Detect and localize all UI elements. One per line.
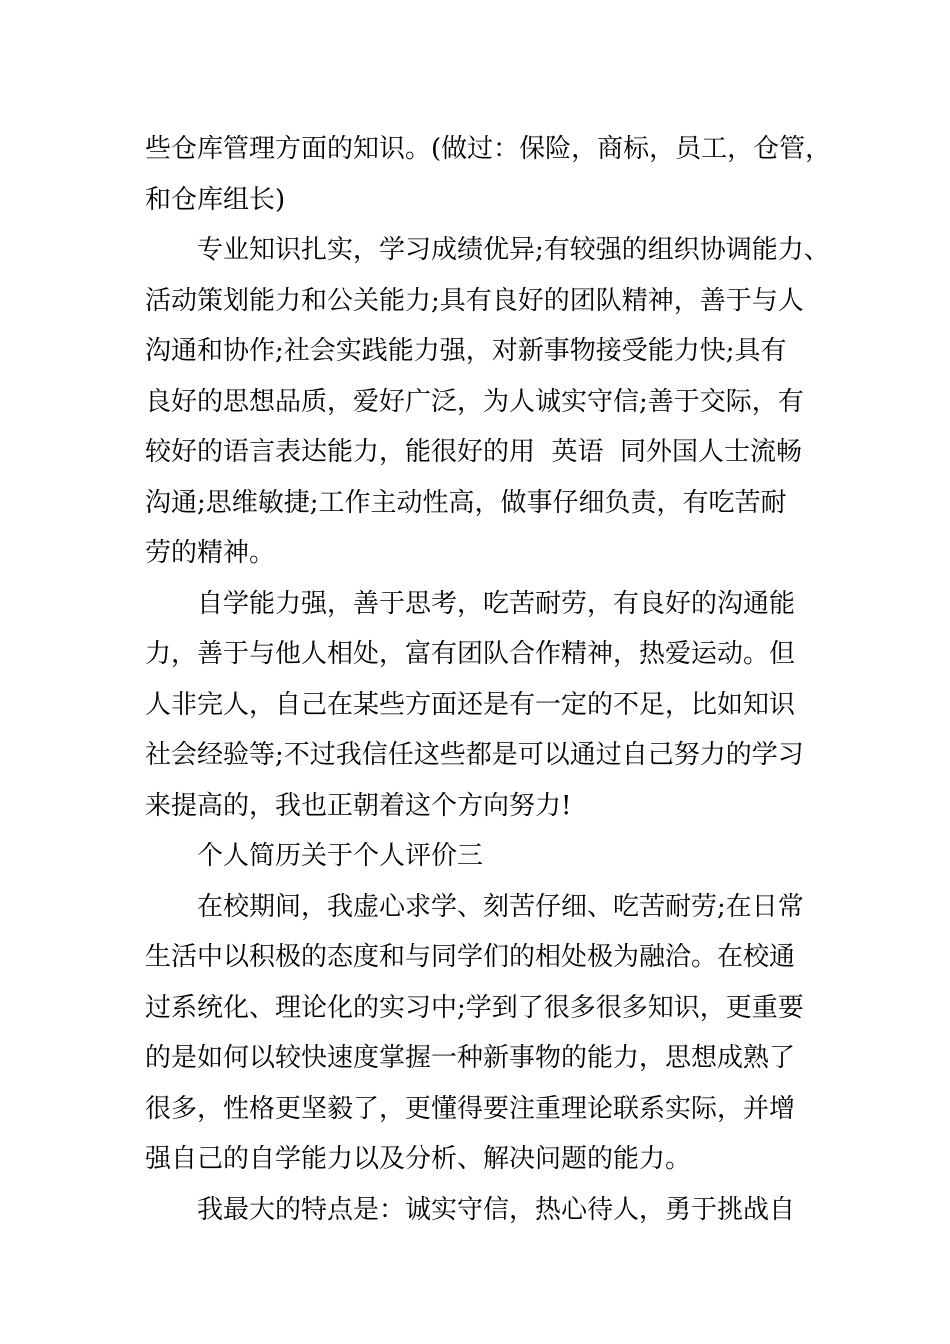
text-line: 专业知识扎实，学习成绩优异;有较强的组织协调能力、 [197, 235, 830, 265]
text-line: 活动策划能力和公关能力;具有良好的团队精神，善于与人 [145, 285, 804, 316]
text-line: 沟通和协作;社会实践能力强，对新事物接受能力快;具有 [145, 336, 787, 366]
text-line: 社会经验等;不过我信任这些都是可以通过自己努力的学习 [145, 740, 804, 770]
paragraph-5 [145, 1185, 825, 1236]
paragraph-1 [145, 124, 832, 225]
text-line: 人非完人，自己在某些方面还是有一定的不足，比如知识 [145, 689, 796, 720]
text-line: 过系统化、理论化的实习中;学到了很多很多知识，更重要 [145, 992, 804, 1023]
text-line: 较好的语言表达能力，能很好的用 英语 同外国人士流畅 [145, 437, 803, 467]
paragraph-2 [145, 225, 830, 579]
section-heading [145, 831, 825, 882]
text-line: 自学能力强，善于思考，吃苦耐劳，有良好的沟通能 [197, 588, 796, 619]
text-line: 沟通;思维敏捷;工作主动性高，做事仔细负责，有吃苦耐 [145, 487, 787, 518]
text-line: 在校期间，我虚心求学、刻苦仔细、吃苦耐劳;在日常 [197, 891, 804, 922]
text-line: 生活中以积极的态度和与同学们的相处极为融洽。在校通 [145, 942, 796, 972]
text-line: 强自己的自学能力以及分析、解决问题的能力。 [145, 1144, 692, 1174]
text-line: 很多，性格更坚毅了，更懂得要注重理论联系实际，并增 [145, 1093, 796, 1124]
paragraph-4 [145, 882, 825, 1185]
text-line: 来提高的，我也正朝着这个方向努力! [145, 790, 572, 821]
heading-text: 个人简历关于个人评价三 [197, 841, 484, 871]
text-line: 我最大的特点是：诚实守信，热心待人，勇于挑战自 [197, 1194, 796, 1225]
text-line: 良好的思想品质，爱好广泛，为人诚实守信;善于交际，有 [145, 386, 804, 417]
text-line: 的是如何以较快速度掌握一种新事物的能力，思想成熟了 [145, 1043, 796, 1073]
paragraph-3 [145, 579, 825, 832]
text-line: 力，善于与他人相处，富有团队合作精神，热爱运动。但 [145, 639, 796, 669]
document-body [145, 124, 832, 1235]
text-line: 劳的精神。 [145, 538, 276, 568]
text-line: 和仓库组长) [145, 184, 286, 215]
text-line: 些仓库管理方面的知识。(做过：保险，商标，员工，仓管， [145, 134, 832, 164]
